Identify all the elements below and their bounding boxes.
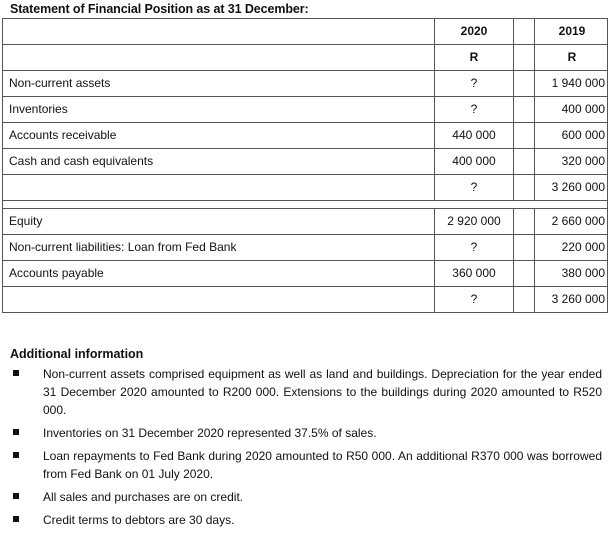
bullet-text: All sales and purchases are on credit. — [43, 490, 244, 504]
header-year-row — [2, 19, 608, 45]
list-item — [10, 365, 602, 419]
total-equity-liabilities-row — [2, 287, 608, 313]
header-currency-row — [2, 45, 608, 71]
additional-information — [10, 347, 602, 534]
value-2020: 400 000 — [434, 149, 514, 174]
row-label: Inventories — [9, 102, 68, 116]
table-row — [2, 235, 608, 261]
row-label: Accounts receivable — [9, 128, 117, 142]
value-2020: ? — [434, 235, 514, 260]
table-row — [2, 97, 608, 123]
bullet-icon — [13, 429, 19, 435]
value-2019: 600 000 — [534, 123, 609, 148]
value-2019: 320 000 — [534, 149, 609, 174]
table-row — [2, 123, 608, 149]
info-heading: Additional information — [10, 347, 144, 361]
value-2020: ? — [434, 97, 514, 122]
header-2019: 2019 — [534, 19, 609, 44]
bullet-text: Inventories on 31 December 2020 represented 37.5% of sales. — [43, 426, 377, 440]
value-2020: 360 000 — [434, 261, 514, 286]
table-row — [2, 149, 608, 175]
value-2019: 220 000 — [534, 235, 609, 260]
value-2019: 380 000 — [534, 261, 609, 286]
value-2020: ? — [434, 71, 514, 96]
row-label: Cash and cash equivalents — [9, 154, 154, 168]
value-2019: 2 660 000 — [534, 209, 609, 234]
value-2019: 3 260 000 — [534, 287, 609, 312]
row-label: Accounts payable — [9, 266, 104, 280]
value-2020: ? — [434, 287, 514, 312]
value-2019: 1 940 000 — [534, 71, 609, 96]
table-row — [2, 71, 608, 97]
row-label: Non-current assets — [9, 76, 111, 90]
bullet-text: Non-current assets comprised equipment as well as land and buildings. Depreciation for the year ended 31 December 2020 amounted to R200 000. Extensions to the buildings during 2020 amounted to R520 000. — [43, 367, 602, 417]
value-2020: 440 000 — [434, 123, 514, 148]
bullet-icon — [13, 452, 19, 458]
value-2020: 2 920 000 — [434, 209, 514, 234]
financial-position-table — [2, 18, 608, 313]
total-assets-row — [2, 175, 608, 201]
statement-title: Statement of Financial Position as at 31 December: — [10, 2, 309, 16]
row-label: Non-current liabilities: Loan from Fed Bank — [9, 240, 237, 254]
list-item — [10, 447, 602, 483]
bullet-icon — [13, 516, 19, 522]
value-2019: 400 000 — [534, 97, 609, 122]
value-2020: ? — [434, 175, 514, 200]
bullet-icon — [13, 493, 19, 499]
row-label: Equity — [9, 214, 43, 228]
value-2019: 3 260 000 — [534, 175, 609, 200]
currency-2020: R — [434, 45, 514, 70]
list-item — [10, 511, 602, 529]
list-item — [10, 488, 602, 506]
table-spacer — [2, 201, 608, 209]
list-item — [10, 424, 602, 442]
bullet-text: Loan repayments to Fed Bank during 2020 amounted to R50 000. An additional R370 000 was borrowed from Fed Bank on 01 July 2020. — [43, 449, 602, 481]
bullet-text: Credit terms to debtors are 30 days. — [43, 513, 235, 527]
currency-2019: R — [534, 45, 609, 70]
table-row — [2, 261, 608, 287]
table-row — [2, 209, 608, 235]
bullet-icon — [13, 370, 19, 376]
header-2020: 2020 — [434, 19, 514, 44]
